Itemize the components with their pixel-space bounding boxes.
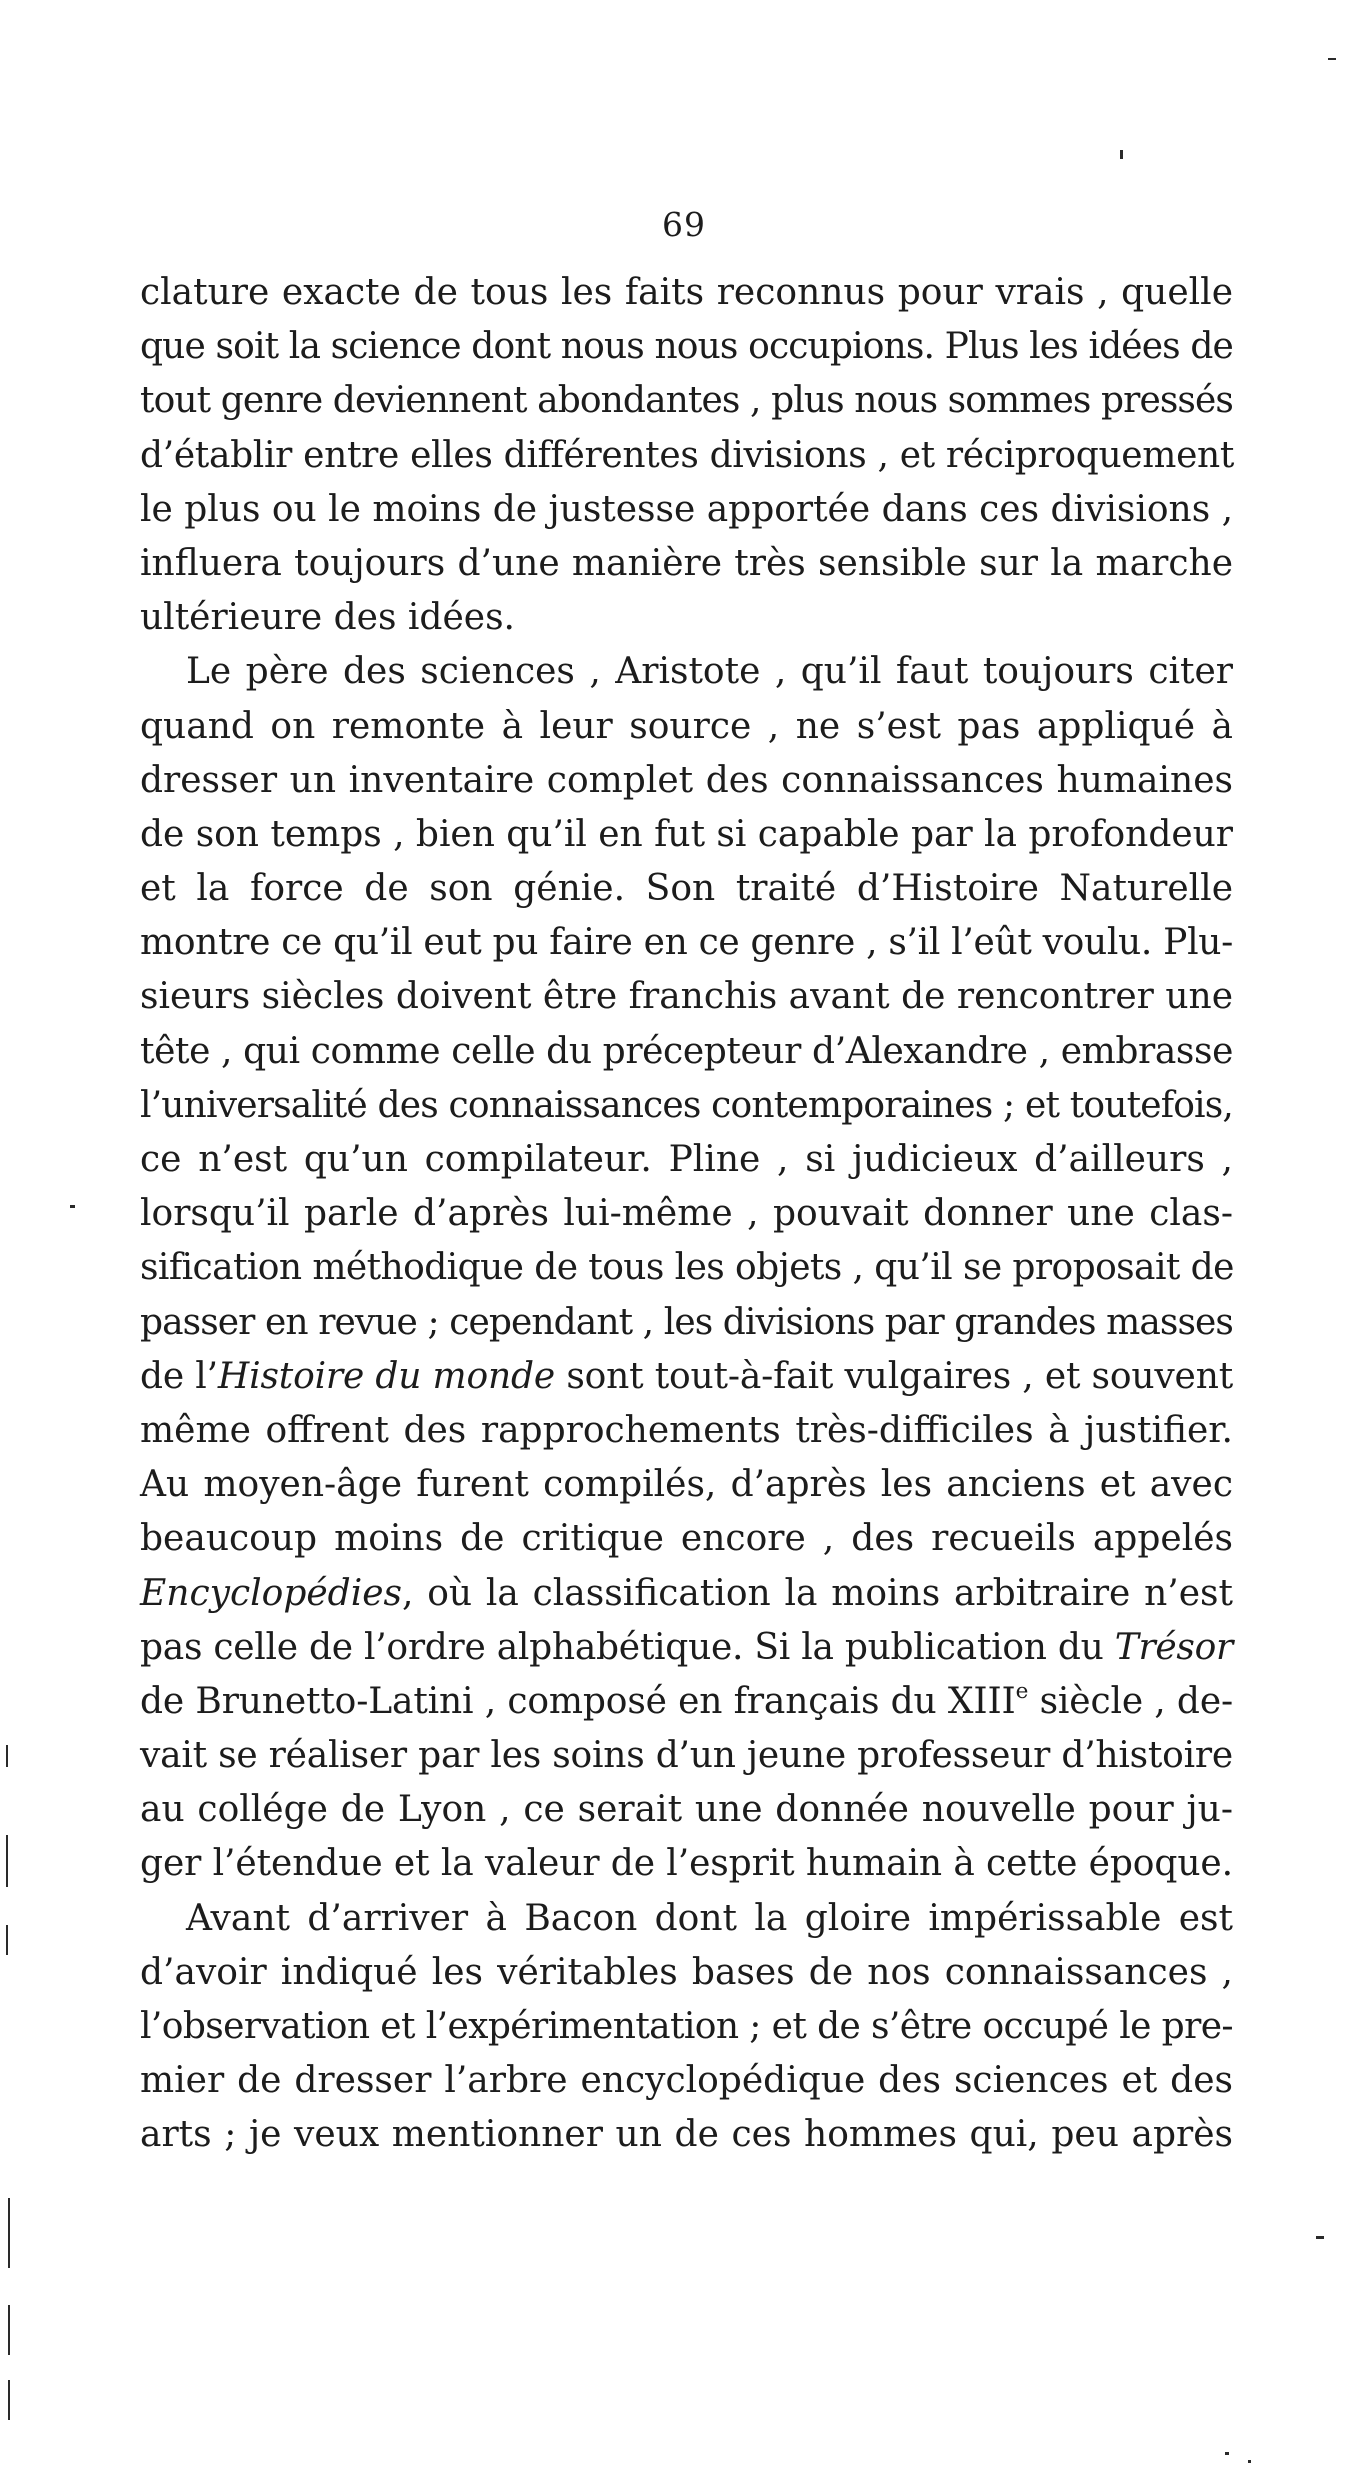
paragraph-3 xyxy=(140,1892,1233,2163)
text-line: le plus ou le moins de justesse apportée dans ces divisions , xyxy=(140,488,1234,530)
text-line: l’observation et l’expérimentation ; et de s’être occupé le pre- xyxy=(140,2006,1233,2047)
text-line: d’avoir indiqué les véritables bases de nos connaissances , xyxy=(140,1951,1234,1993)
text-line: Au moyen-âge furent compilés, d’après les anciens et avec xyxy=(140,1464,1233,1506)
text-line: l’universalité des connaissances contemporaines ; et toutefois, xyxy=(140,1084,1234,1126)
text-run: pas celle de l’ordre alphabétique. Si la publication du xyxy=(140,1626,1115,1668)
scan-mark xyxy=(6,1925,8,1955)
paragraph-1 xyxy=(140,266,1233,645)
scan-mark xyxy=(6,1835,8,1887)
italic-title: Trésor xyxy=(1114,1626,1233,1668)
superscript: e xyxy=(1015,1678,1029,1704)
scan-mark xyxy=(6,1745,8,1767)
text-run: de l’ xyxy=(140,1355,218,1397)
scan-mark xyxy=(1316,2236,1324,2239)
scan-mark xyxy=(1328,58,1336,60)
text-line: sieurs siècles doivent être franchis avant de rencontrer une xyxy=(140,976,1233,1018)
scan-mark xyxy=(1225,2452,1229,2455)
text-line: de son temps , bien qu’il en fut si capable par la profondeur xyxy=(140,813,1233,855)
text-line xyxy=(140,1621,1233,1675)
scan-mark xyxy=(70,1205,75,1208)
text-line xyxy=(140,1675,1233,1729)
italic-title: Histoire du monde xyxy=(217,1355,556,1397)
text-line: vait se réaliser par les soins d’un jeune professeur d’histoire xyxy=(140,1735,1233,1777)
text-line: beaucoup moins de critique encore , des recueils appelés xyxy=(140,1518,1233,1560)
scan-mark xyxy=(8,2198,10,2268)
text-line: d’établir entre elles différentes divisions , et réciproquement xyxy=(140,434,1235,476)
text-line: montre ce qu’il eut pu faire en ce genre , s’il l’eût voulu. Plu- xyxy=(140,922,1233,964)
text-run: siècle , de- xyxy=(1028,1680,1234,1722)
text-line: ce n’est qu’un compilateur. Pline , si judicieux d’ailleurs , xyxy=(140,1139,1233,1180)
scan-mark xyxy=(1120,150,1123,159)
text-run: sont tout-à-fait vulgaires , et souvent xyxy=(555,1355,1234,1397)
text-line: au collége de Lyon , ce serait une donnée nouvelle pour ju- xyxy=(140,1789,1233,1831)
text-line xyxy=(140,1350,1233,1404)
scan-mark xyxy=(1248,2460,1251,2463)
paragraph-2 xyxy=(140,645,1233,1891)
text-line: sification méthodique de tous les objets , qu’il se proposait de xyxy=(140,1247,1234,1289)
scan-mark xyxy=(8,2380,10,2420)
text-line: que soit la science dont nous nous occupions. Plus les idées de xyxy=(140,326,1233,368)
text-line: lorsqu’il parle d’après lui-même , pouvait donner une clas- xyxy=(140,1193,1233,1235)
text-line: arts ; je veux mentionner un de ces hommes qui, peu après xyxy=(140,2114,1233,2156)
text-line: quand on remonte à leur source , ne s’est pas appliqué à xyxy=(140,705,1233,747)
text-line: clature exacte de tous les faits reconnus pour vrais , quelle xyxy=(140,272,1234,313)
page-number: 69 xyxy=(662,205,706,244)
text-line: tête , qui comme celle du précepteur d’Alexandre , embrasse xyxy=(140,1030,1234,1072)
text-line: Le père des sciences , Aristote , qu’il faut toujours citer xyxy=(186,651,1233,693)
text-line xyxy=(140,1567,1233,1621)
text-line: et la force de son génie. Son traité d’Histoire Naturelle xyxy=(140,868,1233,910)
text-line: tout genre deviennent abondantes , plus nous sommes pressés xyxy=(140,380,1233,422)
text-line: dresser un inventaire complet des connaissances humaines xyxy=(140,759,1233,801)
text-line: même offrent des rapprochements très-difficiles à justifier. xyxy=(140,1409,1233,1451)
text-line: passer en revue ; cependant , les divisions par grandes masses xyxy=(140,1301,1233,1343)
scan-mark xyxy=(8,2305,10,2355)
text-line: ger l’étendue et la valeur de l’esprit humain à cette époque. xyxy=(140,1843,1233,1885)
text-line: influera toujours d’une manière très sensible sur la marche xyxy=(140,542,1233,584)
text-line: Avant d’arriver à Bacon dont la gloire impérissable est xyxy=(186,1897,1233,1939)
body-text xyxy=(140,266,1233,2163)
text-run: de Brunetto-Latini , composé en français du XIII xyxy=(140,1680,1016,1722)
italic-title: Encyclopédies xyxy=(140,1572,403,1614)
text-run: , où la classification la moins arbitraire n’est xyxy=(402,1572,1233,1614)
text-line: mier de dresser l’arbre encyclopédique des sciences et des xyxy=(140,2060,1233,2102)
text-line: ultérieure des idées. xyxy=(140,597,515,639)
